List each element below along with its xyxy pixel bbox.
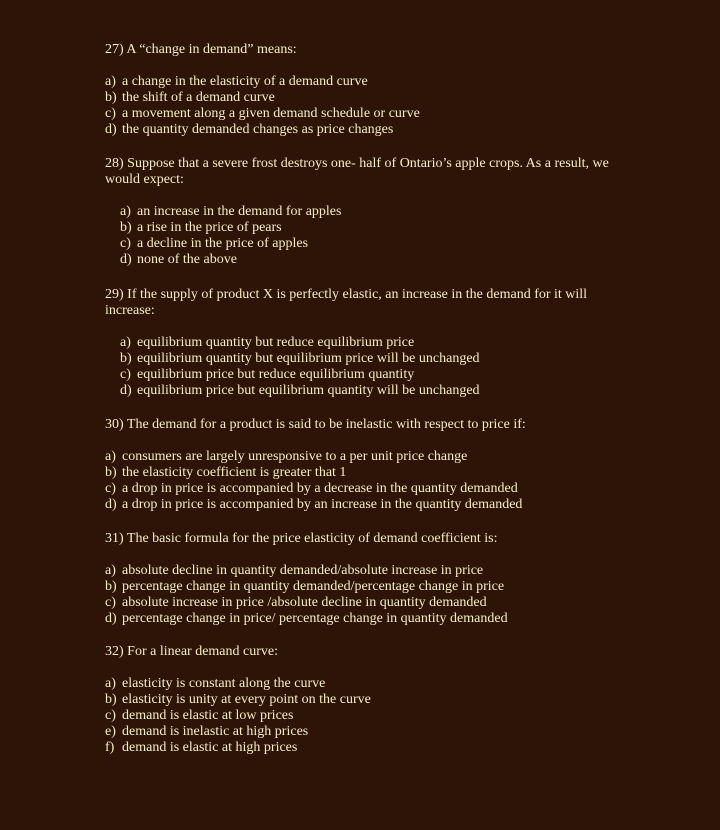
option-c	[105, 708, 625, 724]
option-c	[120, 236, 625, 252]
option-b	[105, 465, 625, 481]
option-text: demand is inelastic at high prices	[122, 724, 309, 739]
option-text: absolute decline in quantity demanded/absolute increase in price	[122, 563, 484, 578]
question-28	[105, 156, 625, 268]
option-b	[105, 579, 625, 595]
option-letter: b)	[105, 579, 117, 594]
question-29	[105, 287, 625, 399]
option-b	[120, 351, 625, 367]
option-b	[120, 220, 625, 236]
option-list	[105, 563, 625, 627]
option-letter: c)	[120, 367, 131, 382]
question-stem: 31) The basic formula for the price elasticity of demand coefficient is:	[105, 531, 498, 546]
option-letter: a)	[105, 449, 116, 464]
option-letter: c)	[105, 708, 116, 723]
option-text: elasticity is constant along the curve	[122, 676, 326, 691]
option-letter: d)	[120, 252, 132, 267]
option-d	[105, 122, 625, 138]
question-31	[105, 531, 625, 627]
option-list	[105, 74, 625, 138]
option-text: equilibrium price but reduce equilibrium quantity	[137, 367, 415, 382]
question-stem: 28) Suppose that a severe frost destroys one- half of Ontario’s apple crops. As a result, we would expect:	[105, 156, 609, 187]
question-stem: 27) A “change in demand” means:	[105, 42, 297, 57]
option-d	[120, 383, 625, 399]
option-f	[105, 740, 625, 756]
option-letter: a)	[105, 74, 116, 89]
option-letter: f)	[105, 740, 115, 755]
option-list	[105, 676, 625, 756]
question-27	[105, 42, 625, 138]
option-letter: c)	[105, 106, 116, 121]
option-list	[105, 449, 625, 513]
option-text: percentage change in quantity demanded/percentage change in price	[122, 579, 505, 594]
option-a	[120, 204, 625, 220]
option-text: a movement along a given demand schedule or curve	[122, 106, 420, 121]
option-c	[105, 481, 625, 497]
option-d	[105, 611, 625, 627]
option-text: a drop in price is accompanied by a decrease in the quantity demanded	[122, 481, 518, 496]
option-c	[120, 367, 625, 383]
option-text: a drop in price is accompanied by an increase in the quantity demanded	[122, 497, 523, 512]
option-b	[105, 692, 625, 708]
option-a	[105, 74, 625, 90]
option-text: absolute increase in price /absolute decline in quantity demanded	[122, 595, 487, 610]
question-32	[105, 644, 625, 756]
option-text: demand is elastic at high prices	[122, 740, 298, 755]
option-text: demand is elastic at low prices	[122, 708, 294, 723]
option-a	[105, 449, 625, 465]
option-text: elasticity is unity at every point on the curve	[122, 692, 371, 707]
option-c	[105, 106, 625, 122]
option-text: equilibrium quantity but reduce equilibrium price	[137, 335, 415, 350]
option-text: consumers are largely unresponsive to a per unit price change	[122, 449, 468, 464]
option-a	[105, 676, 625, 692]
option-text: a decline in the price of apples	[137, 236, 309, 251]
option-letter: e)	[105, 724, 116, 739]
option-letter: b)	[105, 90, 117, 105]
option-text: a change in the elasticity of a demand curve	[122, 74, 368, 89]
option-d	[120, 252, 625, 268]
option-b	[105, 90, 625, 106]
option-letter: b)	[105, 465, 117, 480]
option-letter: a)	[105, 676, 116, 691]
option-letter: a)	[120, 335, 131, 350]
option-letter: c)	[105, 481, 116, 496]
option-letter: a)	[105, 563, 116, 578]
option-letter: b)	[120, 351, 132, 366]
option-e	[105, 724, 625, 740]
option-letter: a)	[120, 204, 131, 219]
option-text: a rise in the price of pears	[137, 220, 282, 235]
question-30	[105, 417, 625, 513]
option-text: none of the above	[137, 252, 237, 267]
option-text: equilibrium quantity but equilibrium price will be unchanged	[137, 351, 480, 366]
option-text: the shift of a demand curve	[122, 90, 275, 105]
option-text: an increase in the demand for apples	[137, 204, 342, 219]
question-stem: 30) The demand for a product is said to be inelastic with respect to price if:	[105, 417, 526, 432]
option-letter: d)	[105, 611, 117, 626]
option-letter: d)	[105, 122, 117, 137]
option-d	[105, 497, 625, 513]
option-letter: d)	[120, 383, 132, 398]
question-stem: 32) For a linear demand curve:	[105, 644, 278, 659]
option-c	[105, 595, 625, 611]
option-text: equilibrium price but equilibrium quantity will be unchanged	[137, 383, 480, 398]
option-letter: b)	[120, 220, 132, 235]
question-stem: 29) If the supply of product X is perfectly elastic, an increase in the demand for it will increase:	[105, 287, 588, 318]
option-a	[120, 335, 625, 351]
option-letter: c)	[120, 236, 131, 251]
option-letter: d)	[105, 497, 117, 512]
option-letter: c)	[105, 595, 116, 610]
option-list	[105, 204, 625, 268]
option-list	[105, 335, 625, 399]
option-text: percentage change in price/ percentage change in quantity demanded	[122, 611, 508, 626]
option-text: the quantity demanded changes as price changes	[122, 122, 394, 137]
option-text: the elasticity coefficient is greater that 1	[122, 465, 347, 480]
option-a	[105, 563, 625, 579]
option-letter: b)	[105, 692, 117, 707]
